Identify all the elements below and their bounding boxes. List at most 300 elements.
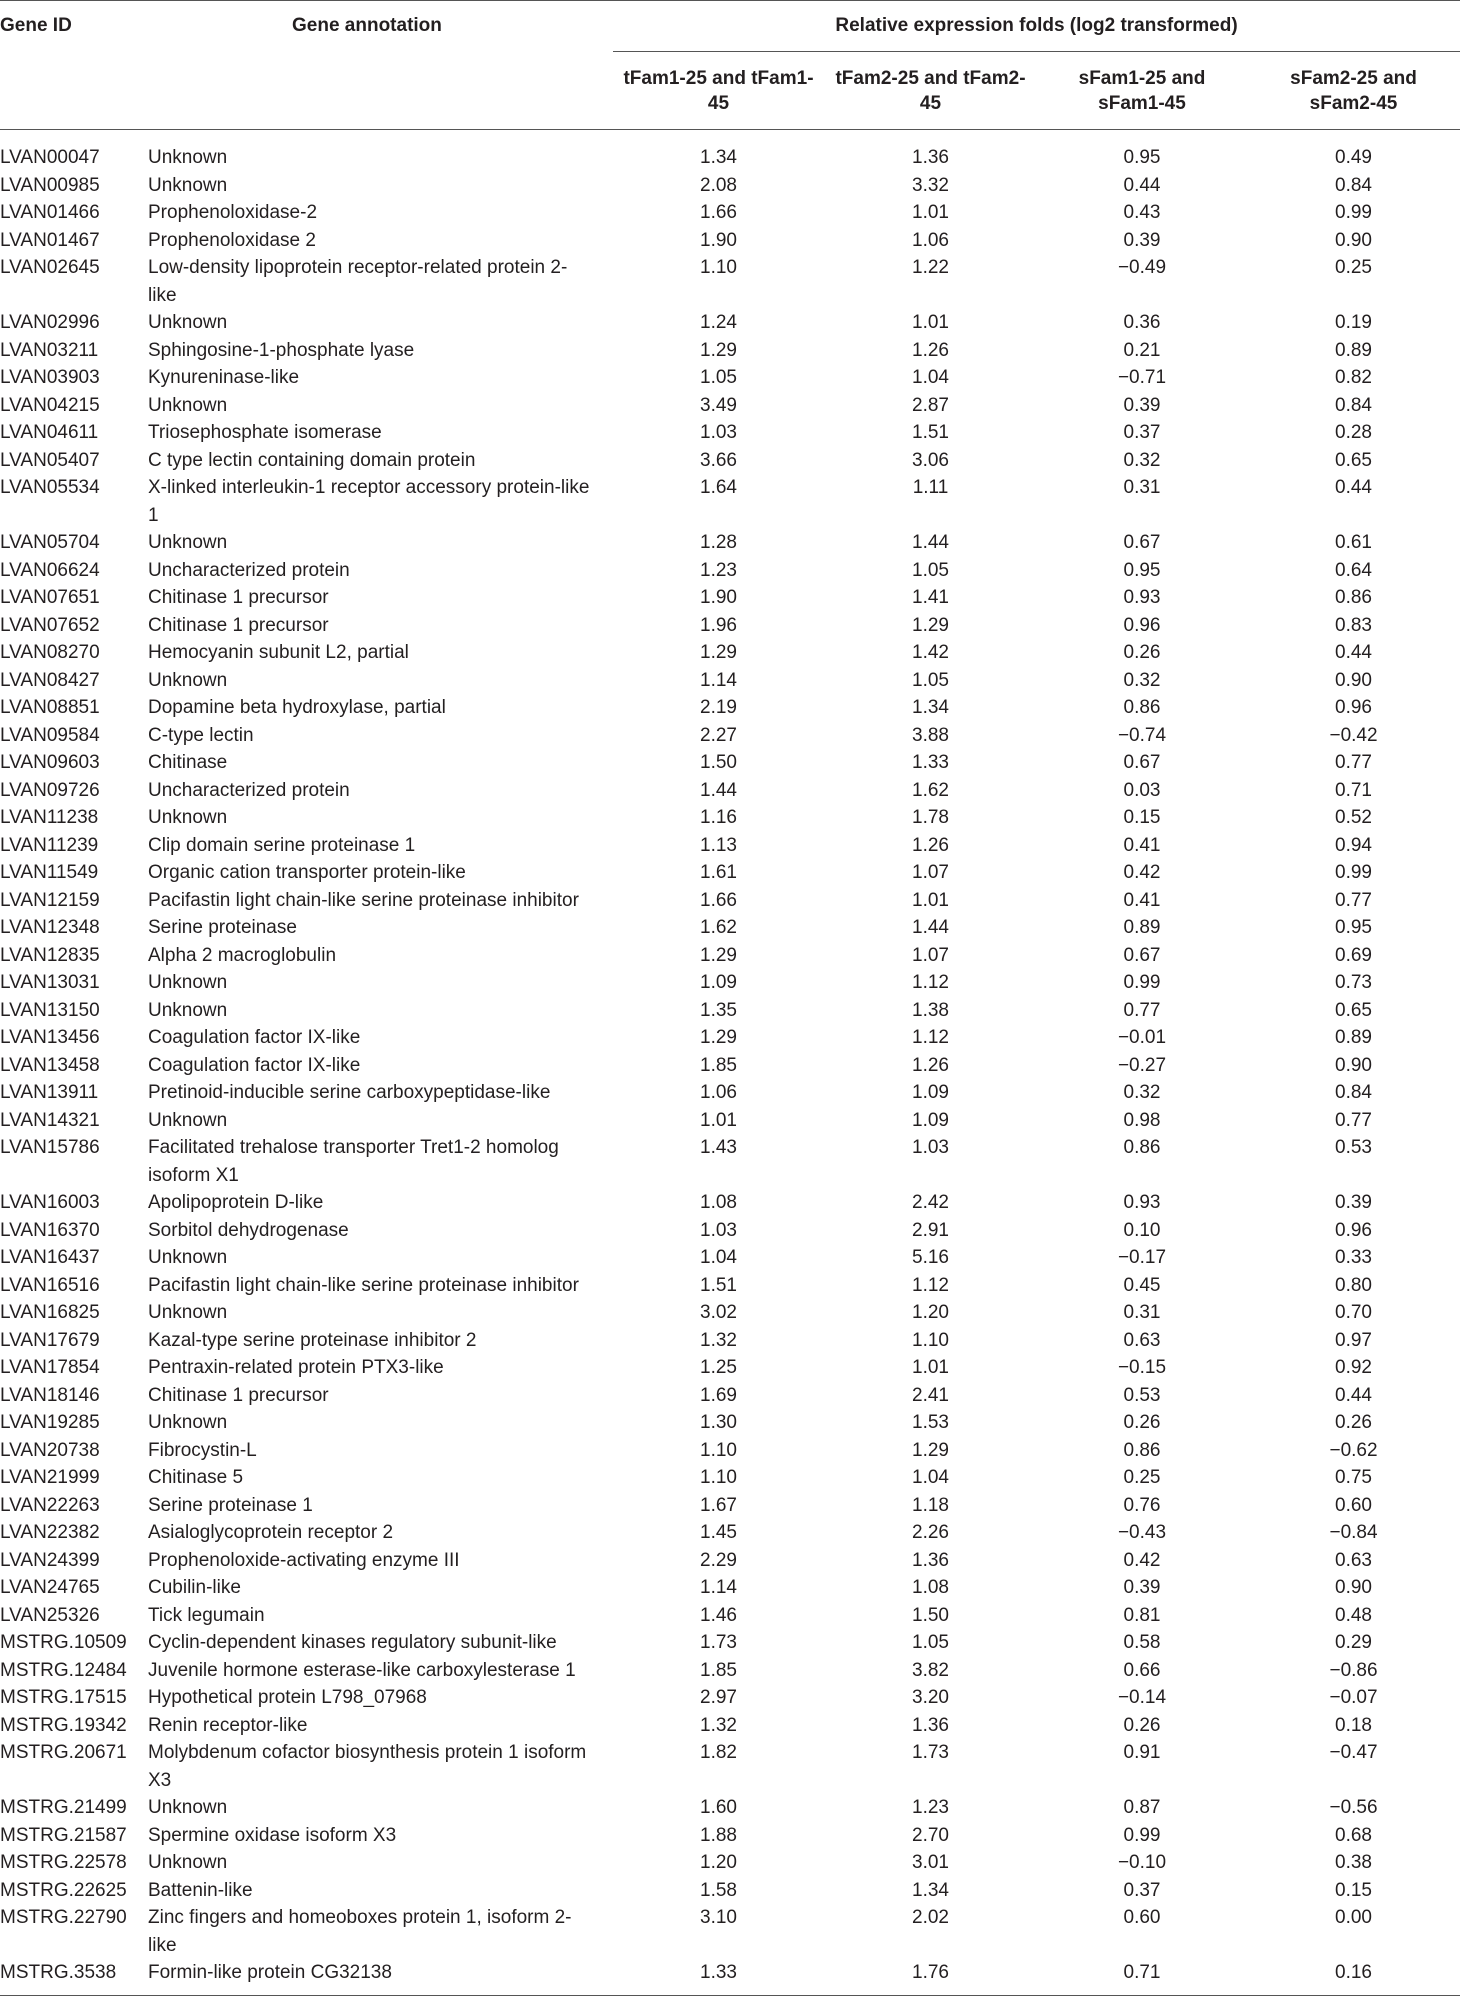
sfam2-value-cell: 0.39 [1335, 1192, 1372, 1213]
gene-annotation-cell [146, 529, 613, 557]
table-row [0, 1959, 1460, 1995]
gene-annotation-cell [146, 584, 613, 612]
tfam1-value-cell: 1.82 [700, 1742, 737, 1763]
sfam2-value-cell: 0.26 [1335, 1412, 1372, 1433]
gene-id-cell: LVAN12835 [0, 944, 100, 966]
tfam2-value-cell: 1.29 [912, 1439, 949, 1461]
table-row [0, 1189, 1460, 1217]
sfam1-value-cell: 0.44 [1123, 174, 1161, 196]
tfam1-value-cell: 1.24 [700, 312, 737, 333]
sfam1-value-cell: 0.95 [1123, 147, 1161, 168]
gene-annotation-cell [146, 612, 613, 640]
gene-id-cell: LVAN16003 [0, 1192, 100, 1213]
gene-annotation-text: Unknown [148, 807, 228, 828]
tfam2-value-cell: 1.62 [912, 779, 949, 801]
tfam2-value-cell: 1.03 [912, 1137, 949, 1158]
table-row [0, 914, 1460, 942]
tfam1-value-cell: 1.20 [700, 1852, 737, 1873]
gene-id-cell: LVAN13911 [0, 1082, 99, 1103]
tfam2-value-cell: 3.20 [912, 1687, 949, 1708]
sfam2-value-cell: 0.89 [1335, 1027, 1372, 1048]
table-body [0, 130, 1460, 1996]
table-row [0, 997, 1460, 1025]
gene-annotation-cell [146, 914, 613, 942]
sfam1-value-cell: −0.10 [1117, 1852, 1167, 1873]
gene-annotation-cell [146, 474, 613, 529]
table-row [0, 419, 1460, 447]
tfam1-value-cell: 1.01 [700, 1109, 737, 1131]
tfam1-value-cell: 1.61 [700, 862, 737, 883]
gene-annotation-text: C-type lectin [148, 724, 254, 746]
tfam2-value-cell: 1.18 [912, 1494, 949, 1516]
sfam1-value-cell: 0.95 [1123, 559, 1161, 581]
sfam2-value-cell: 0.89 [1335, 339, 1372, 361]
table-row [0, 172, 1460, 200]
sfam1-value-cell: 0.77 [1123, 999, 1161, 1021]
tfam1-value-cell: 1.44 [700, 779, 737, 801]
tfam2-value-cell: 2.41 [912, 1384, 949, 1406]
tfam1-value-cell: 2.29 [700, 1549, 737, 1571]
sfam1-value-cell: 0.32 [1123, 1082, 1161, 1103]
sfam1-value-cell: 0.42 [1123, 1549, 1161, 1571]
gene-annotation-cell [146, 832, 613, 860]
sfam2-value-cell: 0.25 [1335, 257, 1372, 278]
sfam1-value-cell: 0.39 [1123, 1577, 1161, 1598]
gene-id-cell: LVAN11238 [0, 807, 99, 828]
sfam1-value-cell: 0.86 [1123, 697, 1161, 718]
gene-annotation-text: Unknown [148, 1247, 228, 1268]
tfam1-value-cell: 1.04 [700, 1247, 737, 1268]
table-row [0, 1079, 1460, 1107]
table-row [0, 1382, 1460, 1410]
sfam2-value-cell: 0.77 [1335, 1109, 1372, 1131]
sfam2-value-cell: 0.28 [1335, 422, 1372, 443]
gene-annotation-cell [146, 694, 613, 722]
tfam1-value-cell: 1.34 [700, 147, 737, 168]
gene-id-cell: LVAN18146 [0, 1384, 100, 1406]
gene-annotation-cell [146, 337, 613, 365]
table-row [0, 1244, 1460, 1272]
tfam2-value-cell: 1.36 [912, 1549, 949, 1571]
gene-annotation-cell [146, 1189, 613, 1217]
gene-id-cell: LVAN07651 [0, 587, 100, 608]
sfam1-value-cell: 0.76 [1123, 1494, 1161, 1516]
sfam2-value-cell: 0.90 [1335, 1577, 1372, 1598]
sfam1-value-cell: −0.01 [1117, 1027, 1167, 1048]
sfam1-value-cell: 0.63 [1123, 1329, 1161, 1351]
sfam2-value-cell: −0.62 [1329, 1439, 1378, 1461]
tfam2-value-cell: 1.42 [912, 642, 949, 663]
sfam1-value-cell: −0.49 [1117, 257, 1167, 278]
gene-id-cell: LVAN03211 [0, 339, 99, 361]
tfam2-value-cell: 1.53 [912, 1412, 949, 1433]
gene-annotation-cell [146, 199, 613, 227]
tfam1-value-cell: 1.96 [700, 614, 737, 636]
sfam1-value-cell: 0.99 [1123, 1824, 1161, 1846]
gene-annotation-text: Unknown [148, 972, 228, 993]
gene-annotation-text: Organic cation transporter protein-like [148, 862, 466, 883]
gene-annotation-cell [146, 777, 613, 805]
gene-id-cell: LVAN25326 [0, 1604, 100, 1626]
sfam2-value-cell: 0.75 [1335, 1467, 1372, 1488]
gene-annotation-cell [146, 1437, 613, 1465]
gene-annotation-text: Chitinase 5 [148, 1467, 244, 1488]
gene-id-cell: LVAN11549 [0, 862, 99, 883]
table-row [0, 1437, 1460, 1465]
gene-annotation-text: C type lectin containing domain protein [148, 449, 476, 471]
table-row [0, 337, 1460, 365]
tfam1-value-cell: 2.27 [700, 724, 737, 746]
table-row [0, 474, 1460, 529]
gene-id-cell: LVAN22263 [0, 1494, 100, 1516]
gene-annotation-cell [146, 1244, 613, 1272]
gene-annotation-text: Cubilin-like [148, 1577, 241, 1598]
tfam2-value-cell: 2.91 [912, 1219, 949, 1241]
sfam2-value-cell: −0.07 [1329, 1687, 1378, 1708]
gene-annotation-cell [146, 447, 613, 475]
tfam1-value-cell: 1.90 [700, 229, 737, 251]
gene-annotation-text: Cyclin-dependent kinases regulatory subunit-like [148, 1632, 557, 1653]
gene-annotation-text: Kynureninase-like [148, 367, 300, 388]
tfam2-value-cell: 2.02 [912, 1907, 949, 1928]
gene-annotation-text: Molybdenum cofactor biosynthesis protein 1 isoform X3 [148, 1742, 587, 1791]
gene-id-cell: LVAN17679 [0, 1329, 100, 1351]
table-row [0, 1657, 1460, 1685]
sfam2-value-cell: 0.71 [1335, 779, 1372, 801]
gene-annotation-cell [146, 1739, 613, 1794]
tfam2-value-cell: 3.32 [912, 174, 949, 196]
sfam1-value-cell: 0.43 [1123, 202, 1161, 223]
sfam1-value-cell: 0.91 [1123, 1742, 1161, 1763]
table-row [0, 130, 1460, 172]
sfam1-value-cell: −0.15 [1117, 1357, 1167, 1378]
tfam2-value-cell: 1.08 [912, 1577, 949, 1598]
tfam2-value-cell: 1.09 [912, 1082, 949, 1103]
gene-annotation-text: Apolipoprotein D-like [148, 1192, 324, 1213]
gene-id-cell: LVAN24399 [0, 1549, 100, 1571]
gene-id-cell: LVAN08427 [0, 669, 100, 691]
sfam2-value-cell: 0.94 [1335, 834, 1372, 856]
tfam2-value-cell: 1.09 [912, 1109, 949, 1131]
gene-annotation-cell [146, 1602, 613, 1630]
gene-annotation-text: Prophenoloxide-activating enzyme III [148, 1549, 460, 1571]
sfam1-value-cell: 0.41 [1123, 889, 1161, 911]
tfam2-value-cell: 1.26 [912, 834, 949, 856]
gene-annotation-text: X-linked interleukin-1 receptor accessory protein-like 1 [148, 477, 590, 526]
gene-id-cell: LVAN13456 [0, 1027, 100, 1048]
tfam1-value-cell: 1.60 [700, 1797, 737, 1818]
sfam2-value-cell: 0.96 [1335, 697, 1372, 718]
gene-id-cell: MSTRG.20671 [0, 1742, 127, 1763]
sfam2-value-cell: 0.69 [1335, 944, 1372, 966]
table-row [0, 447, 1460, 475]
sfam2-value-cell: 0.90 [1335, 669, 1372, 691]
table-row [0, 804, 1460, 832]
gene-annotation-cell [146, 1794, 613, 1822]
sfam2-value-cell: 0.00 [1335, 1907, 1372, 1928]
tfam1-value-cell: 1.51 [700, 1274, 737, 1296]
gene-id-cell: LVAN05704 [0, 532, 100, 553]
header-gene-id: Gene ID [0, 15, 72, 36]
gene-annotation-text: Sorbitol dehydrogenase [148, 1219, 349, 1241]
gene-annotation-text: Pacifastin light chain-like serine proteinase inhibitor [148, 889, 579, 911]
sfam1-value-cell: 0.26 [1123, 1412, 1161, 1433]
sfam2-value-cell: 0.90 [1335, 229, 1372, 251]
sfam1-value-cell: 0.15 [1123, 807, 1161, 828]
sfam2-value-cell: 0.77 [1335, 889, 1372, 911]
sfam2-value-cell: 0.84 [1335, 174, 1372, 196]
sfam2-value-cell: 0.80 [1335, 1274, 1372, 1296]
gene-annotation-cell [146, 1272, 613, 1300]
tfam2-value-cell: 1.07 [912, 862, 949, 883]
tfam1-value-cell: 1.05 [700, 367, 737, 388]
gene-id-cell: MSTRG.12484 [0, 1659, 127, 1681]
tfam1-value-cell: 1.29 [700, 339, 737, 361]
gene-id-cell: LVAN19285 [0, 1412, 100, 1433]
gene-annotation-cell [146, 749, 613, 777]
table-row [0, 1629, 1460, 1657]
sfam1-value-cell: 0.32 [1123, 669, 1161, 691]
table-row [0, 1794, 1460, 1822]
gene-annotation-cell [146, 722, 613, 750]
sfam2-value-cell: 0.48 [1335, 1604, 1372, 1626]
sfam2-value-cell: 0.44 [1335, 477, 1372, 498]
gene-annotation-cell [146, 1712, 613, 1740]
sfam1-value-cell: 0.81 [1123, 1604, 1161, 1626]
tfam1-value-cell: 1.90 [700, 587, 737, 608]
tfam1-value-cell: 1.30 [700, 1412, 737, 1433]
sfam1-value-cell: 0.03 [1123, 779, 1161, 801]
gene-id-cell: LVAN14321 [0, 1109, 100, 1131]
gene-annotation-cell [146, 309, 613, 337]
tfam2-value-cell: 1.01 [912, 202, 949, 223]
table-row [0, 639, 1460, 667]
tfam2-value-cell: 1.36 [912, 147, 949, 168]
gene-annotation-text: Unknown [148, 532, 228, 553]
gene-id-cell: LVAN02645 [0, 257, 100, 278]
gene-annotation-text: Coagulation factor IX-like [148, 1054, 361, 1076]
gene-annotation-cell [146, 557, 613, 585]
gene-id-cell: MSTRG.22578 [0, 1852, 127, 1873]
sfam1-value-cell: 0.31 [1123, 1302, 1161, 1323]
gene-annotation-text: Prophenoloxidase 2 [148, 229, 316, 251]
sfam2-value-cell: 0.16 [1247, 1959, 1460, 1995]
sfam1-value-cell: 0.36 [1123, 312, 1161, 333]
tfam2-value-cell: 1.23 [912, 1797, 949, 1818]
sfam2-value-cell: 0.70 [1335, 1302, 1372, 1323]
table-row [0, 1877, 1460, 1905]
sfam2-value-cell: 0.64 [1335, 559, 1372, 581]
table-row [0, 969, 1460, 997]
sfam1-value-cell: 0.99 [1123, 972, 1161, 993]
table-row [0, 749, 1460, 777]
tfam2-value-cell: 1.41 [912, 587, 949, 608]
sfam1-value-cell: 0.67 [1123, 944, 1161, 966]
gene-id-cell: LVAN16516 [0, 1274, 100, 1296]
gene-annotation-text: Formin-like protein CG32138 [148, 1962, 392, 1983]
gene-annotation-text: Serine proteinase 1 [148, 1494, 313, 1516]
gene-id-cell: LVAN13031 [0, 972, 100, 993]
sfam2-value-cell: 0.49 [1335, 147, 1372, 168]
gene-id-cell: LVAN15786 [0, 1137, 100, 1158]
table-row [0, 1107, 1460, 1135]
tfam1-value-cell: 1.69 [700, 1384, 737, 1406]
sfam2-value-cell: −0.84 [1329, 1522, 1378, 1543]
gene-id-cell: LVAN06624 [0, 559, 100, 581]
table-row [0, 1684, 1460, 1712]
sfam2-value-cell: 0.84 [1335, 394, 1372, 416]
sfam1-value-cell: −0.43 [1117, 1522, 1167, 1543]
header-group-title: Relative expression folds (log2 transformed) [613, 1, 1460, 52]
sfam2-value-cell: 0.83 [1335, 614, 1372, 636]
sfam2-value-cell: 0.19 [1335, 312, 1372, 333]
gene-annotation-text: Hypothetical protein L798_07968 [148, 1687, 427, 1708]
sfam2-value-cell: 0.96 [1335, 1219, 1372, 1241]
sfam2-value-cell: −0.47 [1329, 1742, 1378, 1763]
tfam1-value-cell: 1.16 [700, 807, 737, 828]
table-row [0, 1849, 1460, 1877]
gene-annotation-cell [146, 1959, 613, 1995]
gene-annotation-cell [146, 392, 613, 420]
gene-annotation-cell [146, 1052, 613, 1080]
tfam2-value-cell: 1.34 [912, 697, 949, 718]
gene-annotation-text: Low-density lipoprotein receptor-related protein 2-like [148, 257, 568, 306]
tfam1-value-cell: 1.09 [700, 972, 737, 993]
table-row [0, 557, 1460, 585]
tfam1-value-cell: 1.73 [700, 1632, 737, 1653]
gene-annotation-text: Hemocyanin subunit L2, partial [148, 642, 409, 663]
table-row [0, 1134, 1460, 1189]
gene-annotation-text: Chitinase 1 precursor [148, 1384, 329, 1406]
gene-annotation-cell [146, 942, 613, 970]
gene-id-cell: LVAN05534 [0, 477, 100, 498]
sfam2-value-cell: 0.44 [1335, 642, 1372, 663]
gene-annotation-cell [146, 859, 613, 887]
tfam1-value-cell: 1.14 [700, 1577, 737, 1598]
gene-annotation-text: Zinc fingers and homeoboxes protein 1, isoform 2-like [148, 1907, 572, 1956]
gene-annotation-text: Unknown [148, 147, 228, 168]
sfam2-value-cell: 0.99 [1335, 862, 1372, 883]
tfam1-value-cell: 1.62 [700, 917, 737, 938]
table-row [0, 1299, 1460, 1327]
tfam1-value-cell: 3.10 [700, 1907, 737, 1928]
gene-id-cell: MSTRG.17515 [0, 1687, 127, 1708]
tfam2-value-cell: 2.26 [912, 1522, 949, 1543]
header-gene-annotation: Gene annotation [292, 15, 442, 36]
tfam2-value-cell: 1.44 [912, 532, 949, 553]
gene-id-cell: LVAN04215 [0, 394, 100, 416]
table-row [0, 942, 1460, 970]
table-row [0, 364, 1460, 392]
tfam1-value-cell: 1.14 [700, 669, 737, 691]
gene-annotation-text: Coagulation factor IX-like [148, 1027, 361, 1048]
tfam2-value-cell: 2.87 [912, 394, 949, 416]
tfam1-value-cell: 1.06 [700, 1082, 737, 1103]
tfam2-value-cell: 1.50 [912, 1604, 949, 1626]
header-col-tfam1: tFam1-25 and tFam1-45 [623, 67, 814, 114]
tfam1-value-cell: 1.08 [700, 1192, 737, 1213]
sfam2-value-cell: 0.53 [1335, 1137, 1372, 1158]
tfam2-value-cell: 1.07 [912, 944, 949, 966]
tfam1-value-cell: 1.45 [700, 1522, 737, 1543]
sfam1-value-cell: 0.87 [1123, 1797, 1161, 1818]
tfam2-value-cell: 1.73 [912, 1742, 949, 1763]
tfam1-value-cell: 1.29 [700, 642, 737, 663]
gene-annotation-cell [146, 639, 613, 667]
table-row [0, 1272, 1460, 1300]
gene-annotation-cell [146, 419, 613, 447]
tfam1-value-cell: 2.19 [700, 697, 737, 718]
tfam1-value-cell: 1.35 [700, 999, 737, 1021]
gene-id-cell: LVAN22382 [0, 1522, 100, 1543]
tfam2-value-cell: 1.34 [912, 1879, 949, 1901]
tfam2-value-cell: 1.11 [912, 477, 949, 498]
gene-annotation-text: Chitinase 1 precursor [148, 614, 329, 636]
tfam2-value-cell: 1.12 [912, 1027, 949, 1048]
gene-annotation-cell [146, 130, 613, 172]
tfam2-value-cell: 1.01 [912, 889, 949, 911]
gene-annotation-cell [146, 1354, 613, 1382]
sfam2-value-cell: 0.86 [1335, 587, 1372, 608]
table-row [0, 1409, 1460, 1437]
sfam1-value-cell: −0.14 [1117, 1687, 1167, 1708]
gene-annotation-text: Sphingosine-1-phosphate lyase [148, 339, 415, 361]
tfam1-value-cell: 1.66 [700, 889, 737, 911]
gene-id-cell: LVAN16370 [0, 1219, 100, 1241]
gene-id-cell: LVAN09726 [0, 779, 100, 801]
gene-annotation-text: Dopamine beta hydroxylase, partial [148, 697, 446, 718]
gene-annotation-cell [146, 1574, 613, 1602]
gene-id-cell: LVAN08851 [0, 697, 100, 718]
sfam2-value-cell: 0.95 [1335, 917, 1372, 938]
sfam2-value-cell: 0.33 [1335, 1247, 1372, 1268]
sfam1-value-cell: −0.27 [1117, 1054, 1167, 1076]
tfam2-value-cell: 1.06 [912, 229, 949, 251]
tfam2-value-cell: 5.16 [912, 1247, 949, 1268]
gene-id-cell: LVAN03903 [0, 367, 100, 388]
sfam1-value-cell: 0.53 [1123, 1384, 1161, 1406]
table-row [0, 1739, 1460, 1794]
sfam2-value-cell: 0.77 [1335, 752, 1372, 773]
gene-annotation-cell [146, 997, 613, 1025]
gene-id-cell: LVAN12348 [0, 917, 100, 938]
gene-annotation-cell [146, 1079, 613, 1107]
tfam2-value-cell: 1.01 [912, 1357, 949, 1378]
tfam1-value-cell: 1.10 [700, 257, 737, 278]
gene-annotation-cell [146, 1822, 613, 1850]
sfam1-value-cell: 0.86 [1123, 1137, 1161, 1158]
table-row [0, 199, 1460, 227]
tfam2-value-cell: 3.06 [912, 449, 949, 471]
gene-id-cell: LVAN20738 [0, 1439, 100, 1461]
gene-annotation-cell [146, 1327, 613, 1355]
tfam2-value-cell: 3.01 [912, 1852, 949, 1873]
sfam1-value-cell: 0.39 [1123, 229, 1161, 251]
gene-annotation-text: Unknown [148, 1412, 228, 1433]
tfam2-value-cell: 3.82 [912, 1659, 949, 1681]
table-row [0, 694, 1460, 722]
table-row [0, 1712, 1460, 1740]
gene-annotation-text: Pacifastin light chain-like serine proteinase inhibitor [148, 1274, 579, 1296]
gene-annotation-cell [146, 1904, 613, 1959]
sfam1-value-cell: 0.26 [1123, 1714, 1161, 1736]
gene-id-cell: LVAN00985 [0, 174, 100, 196]
gene-id-cell: LVAN08270 [0, 642, 100, 663]
gene-annotation-text: Unknown [148, 669, 228, 691]
tfam2-value-cell: 1.29 [912, 614, 949, 636]
gene-annotation-cell [146, 1382, 613, 1410]
gene-annotation-text: Unknown [148, 312, 228, 333]
